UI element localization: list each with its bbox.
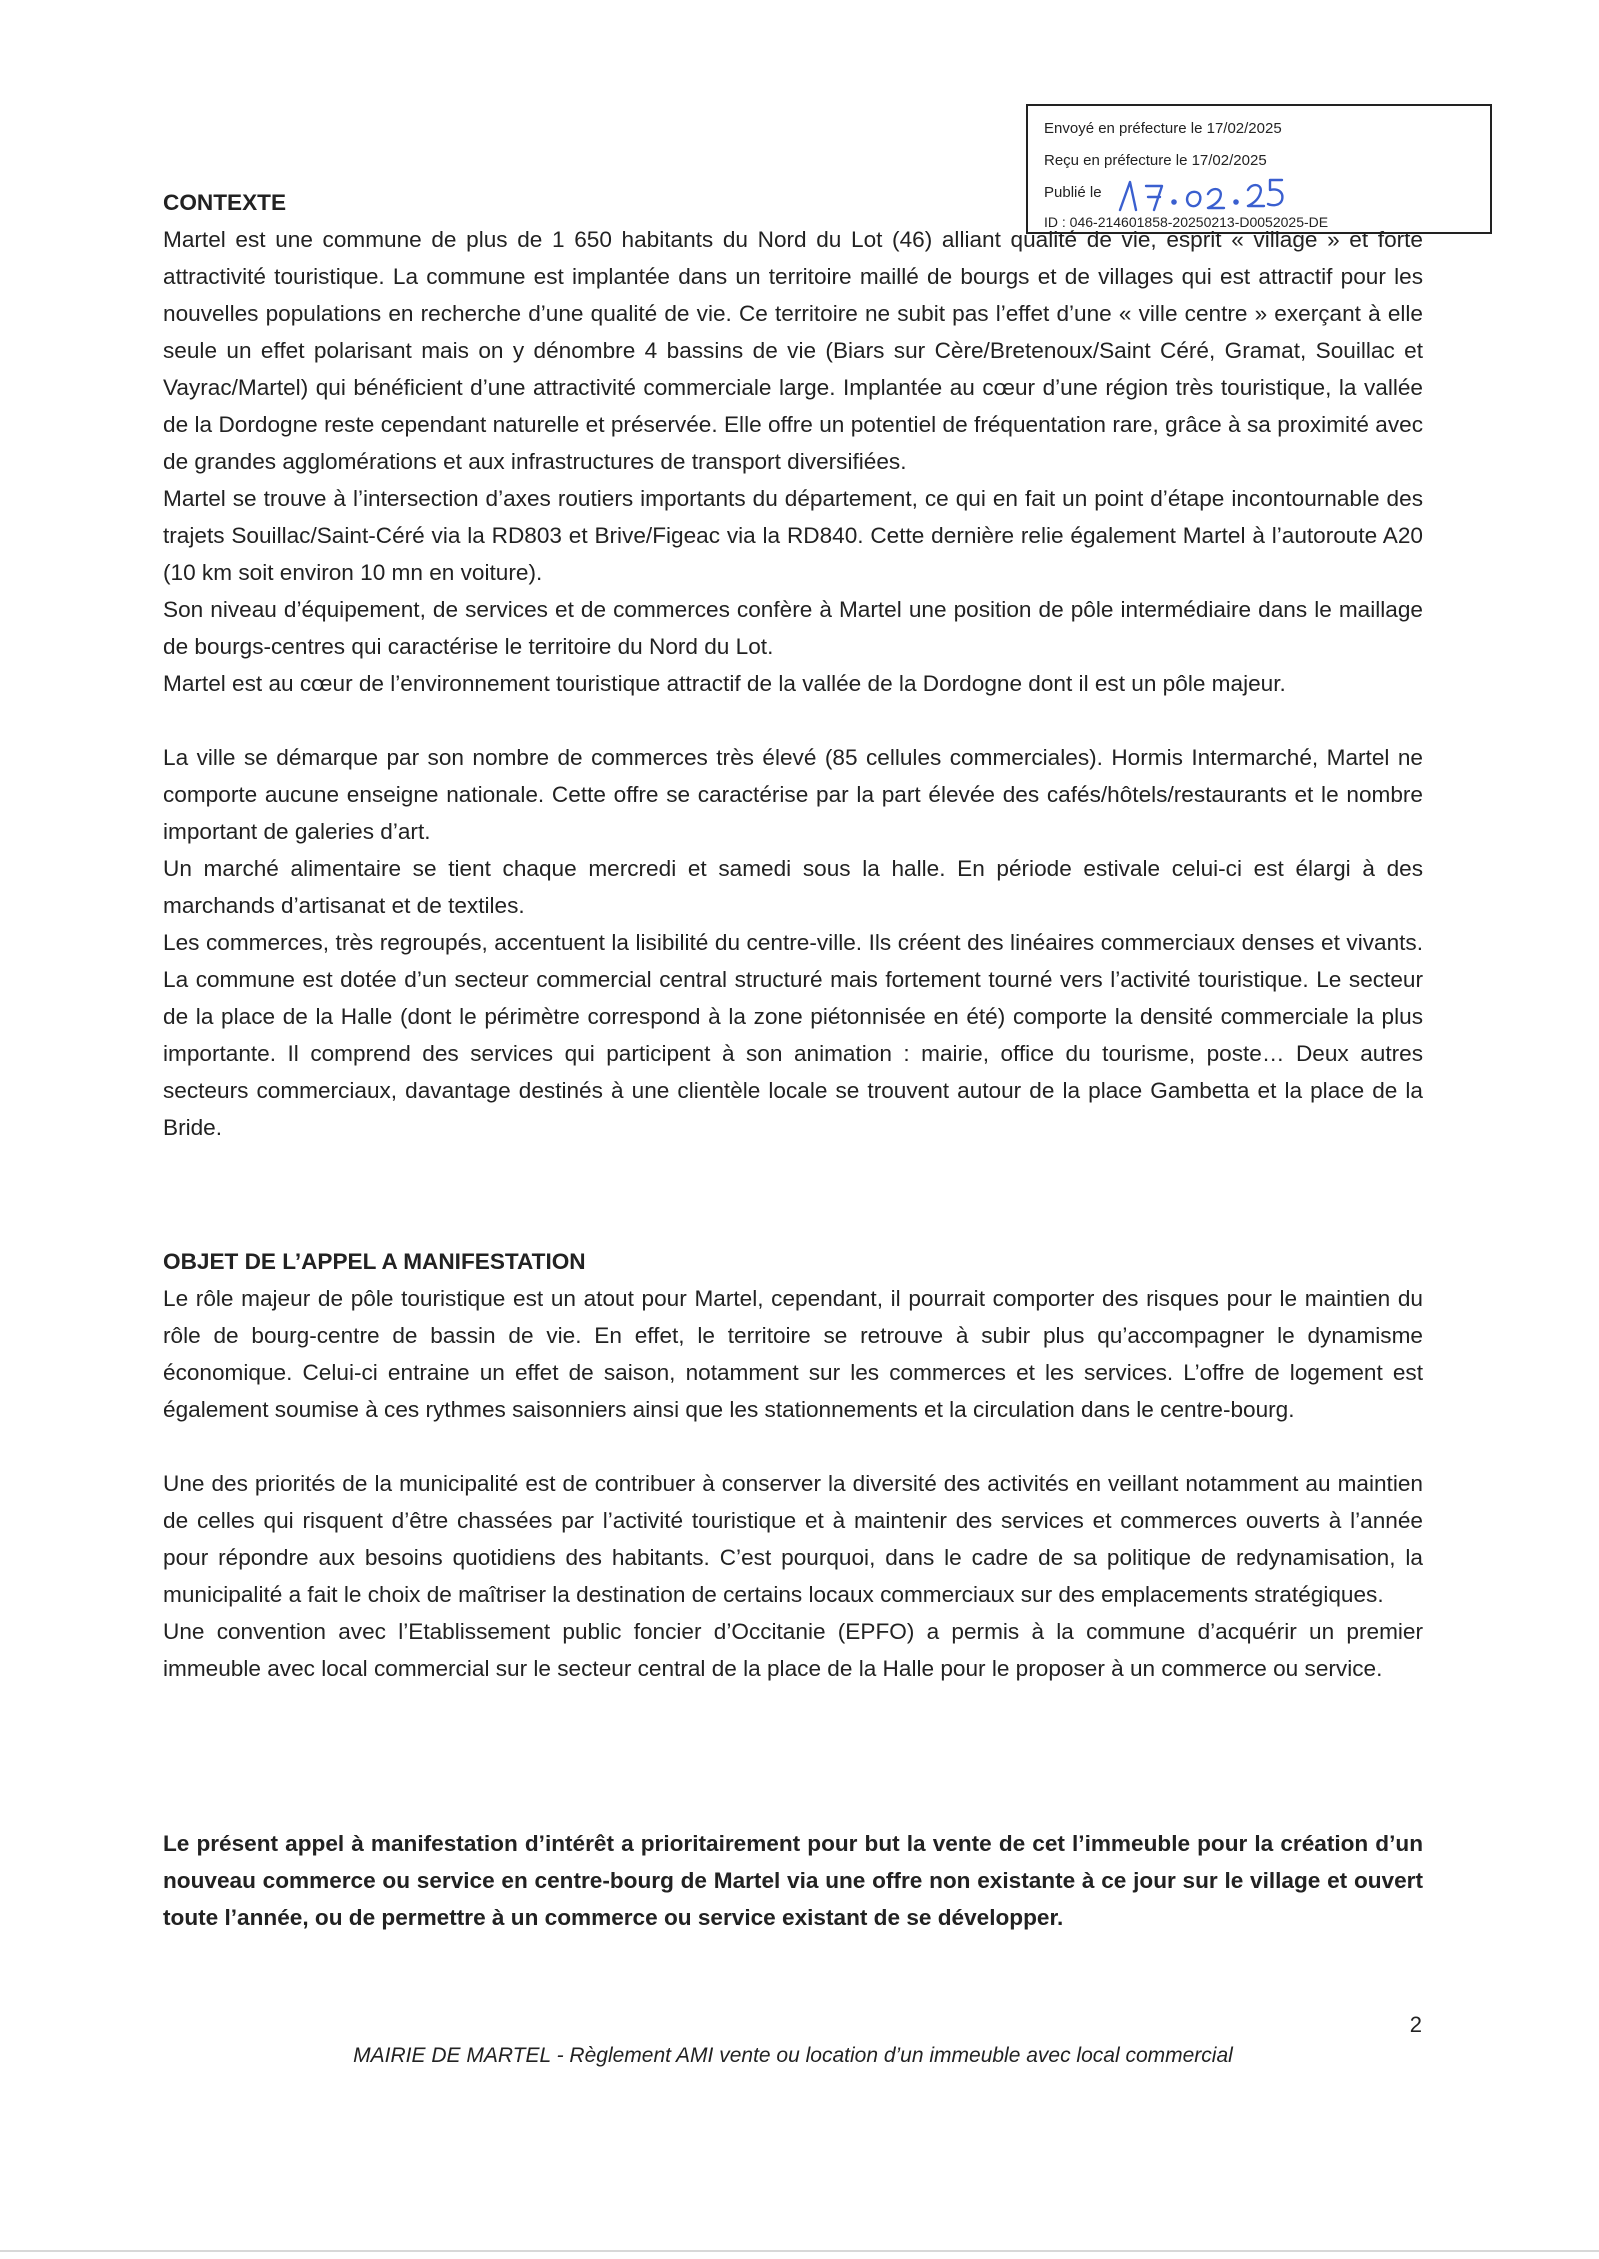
stamp-sent-date: Envoyé en préfecture le 17/02/2025 (1044, 120, 1282, 137)
section-purpose (163, 1825, 1423, 1936)
section-contexte (163, 184, 1423, 1146)
stamp-id: ID : 046-214601858-20250213-D0052025-DE (1044, 214, 1329, 230)
paragraph: Son niveau d’équipement, de services et de commerces confère à Martel une position de pôle intermédiaire dans le maillage de bourgs-centres qui caractérise le territoire du Nord du Lot. (163, 597, 1423, 659)
paragraph: Une convention avec l’Etablissement public foncier d’Occitanie (EPFO) a permis à la commune d’acquérir un premier immeuble avec local commercial sur le secteur central de la place de la Halle pour le proposer à un commerce ou service. (163, 1619, 1423, 1681)
heading-objet: OBJET DE L’APPEL A MANIFESTATION (163, 1249, 586, 1274)
paragraph: Une des priorités de la municipalité est de contribuer à conserver la diversité des activités en veillant notamment au maintien de celles qui risquent d’être chassées par l’activité touristique et à maintenir des services et commerces ouverts à l’année pour répondre aux besoins quotidiens des habitants. C’est pourquoi, dans le cadre de sa politique de redynamisation, la municipalité a fait le choix de maîtriser la destination de certains locaux commerciaux sur des emplacements stratégiques. (163, 1471, 1423, 1607)
page-footer: MAIRIE DE MARTEL - Règlement AMI vente ou location d’un immeuble avec local commercial (353, 2044, 1233, 2067)
page-number: 2 (1409, 2012, 1422, 2037)
paragraph: Le rôle majeur de pôle touristique est un atout pour Martel, cependant, il pourrait comporter des risques pour le maintien du rôle de bourg-centre de bassin de vie. En effet, le territoire se retrouve à subir plus qu’accompagner le dynamisme économique. Celui-ci entraine un effet de saison, notamment sur les commerces et les services. L’offre de logement est également soumise à ces rythmes saisonniers ainsi que les stationnements et la circulation dans le centre-bourg. (163, 1286, 1423, 1422)
paragraph: Martel se trouve à l’intersection d’axes routiers importants du département, ce qui en fait un point d’étape incontournable des trajets Souillac/Saint-Céré via la RD803 et Brive/Figeac via la RD840. Cette dernière relie également Martel à l’autoroute A20 (10 km soit environ 10 mn en voiture). (163, 486, 1423, 585)
paragraph: Un marché alimentaire se tient chaque mercredi et samedi sous la halle. En période estivale celui-ci est élargi à des marchands d’artisanat et de textiles. (163, 856, 1423, 918)
blank-line (163, 702, 1423, 739)
stamp-received-date: Reçu en préfecture le 17/02/2025 (1044, 152, 1267, 169)
blank-line (163, 1428, 1423, 1465)
paragraph: Martel est une commune de plus de 1 650 habitants du Nord du Lot (46) alliant qualité de vie, esprit « village » et forte attractivité touristique. La commune est implantée dans un territoire maillé de bourgs et de villages qui est attractif pour les nouvelles populations en recherche d’une qualité de vie. Ce territoire ne subit pas l’effet d’une « ville centre » exerçant à elle seule un effet polarisant mais on y dénombre 4 bassins de vie (Biars sur Cère/Bretenoux/Saint Céré, Gramat, Souillac et Vayrac/Martel) qui bénéficient d’une attractivité commerciale large. Implantée au cœur d’une région très touristique, la vallée de la Dordogne reste cependant naturelle et préservée. Elle offre un potentiel de fréquentation rare, grâce à sa proximité avec de grandes agglomérations et aux infrastructures de transport diversifiées. (163, 227, 1423, 474)
purpose-paragraph: Le présent appel à manifestation d’intérêt a prioritairement pour but la vente de cet l’immeuble pour la création d’un nouveau commerce ou service en centre-bourg de Martel via une offre non existante à ce jour sur le village et ouvert toute l’année, ou de permettre à un commerce ou service existant de se développer. (163, 1831, 1423, 1930)
paragraph: Martel est au cœur de l’environnement touristique attractif de la vallée de la Dordogne dont il est un pôle majeur. (163, 671, 1286, 696)
paragraph: La ville se démarque par son nombre de commerces très élevé (85 cellules commerciales). Hormis Intermarché, Martel ne comporte aucune enseigne nationale. Cette offre se caractérise par la part élevée des cafés/hôtels/restaurants et le nombre important de galeries d’art. (163, 745, 1423, 844)
stamp-published-label: Publié le (1044, 184, 1102, 201)
heading-contexte: CONTEXTE (163, 190, 287, 215)
page-edge-divider (0, 2250, 1599, 2252)
paragraph: Les commerces, très regroupés, accentuent la lisibilité du centre-ville. Ils créent des linéaires commerciaux denses et vivants. La commune est dotée d’un secteur commercial central structuré mais fortement tourné vers l’activité touristique. Le secteur de la place de la Halle (dont le périmètre correspond à la zone piétonnisée en été) comporte la densité commerciale la plus importante. Il comprend des services qui participent à son animation : mairie, office du tourisme, poste… Deux autres secteurs commerciaux, davantage destinés à une clientèle locale se trouvent autour de la place Gambetta et la place de la Bride. (163, 930, 1423, 1140)
section-objet (163, 1243, 1423, 1687)
